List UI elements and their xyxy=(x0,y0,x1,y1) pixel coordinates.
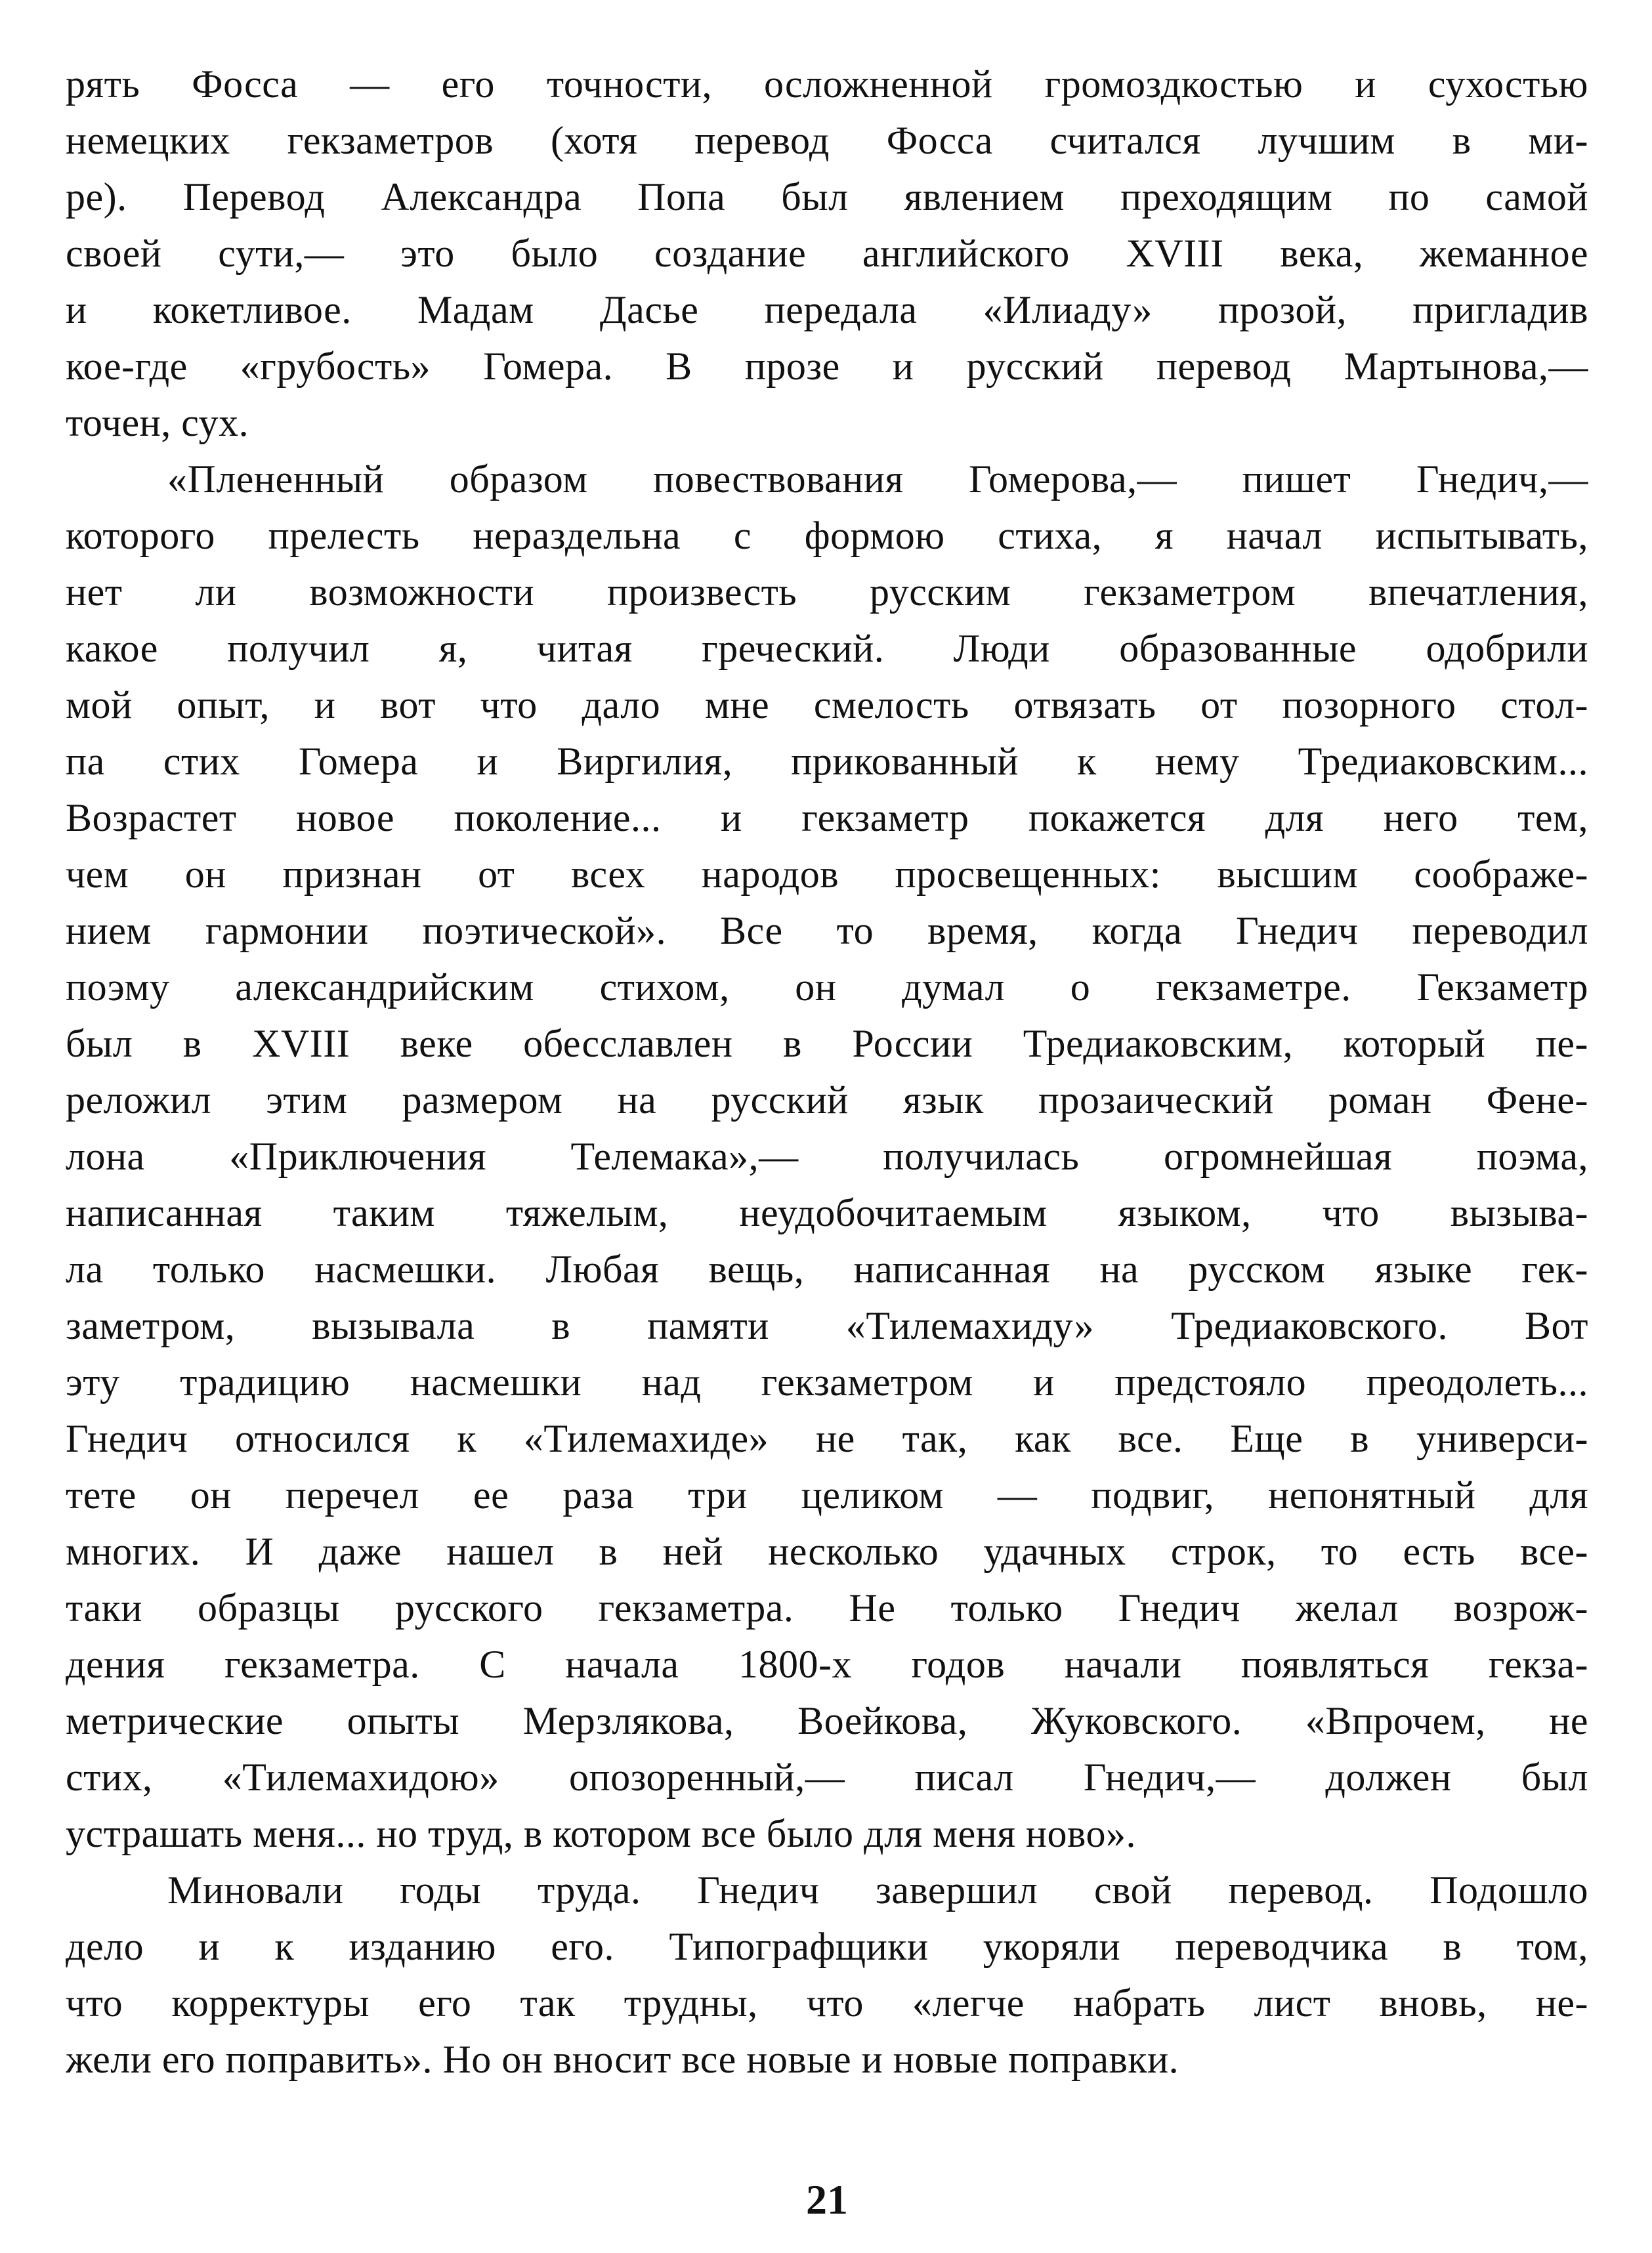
text-line: чем он признан от всех народов просвещенных: высшим соображе- xyxy=(66,853,1588,896)
text-line: своей сути,— это было создание английского XVIII века, жеманное xyxy=(66,232,1588,275)
book-page xyxy=(66,56,1588,2221)
paragraph xyxy=(66,451,1588,1862)
text-line: был в XVIII веке обесславлен в России Тредиаковским, который пе- xyxy=(66,1022,1588,1065)
page-number: 21 xyxy=(806,2176,848,2223)
text-line: Миновали годы труда. Гнедич завершил свой перевод. Подошло xyxy=(167,1868,1588,1912)
text-line: лона «Приключения Телемака»,— получилась огромнейшая поэма, xyxy=(66,1135,1588,1178)
text-line: дения гекзаметра. С начала 1800-х годов начали появляться гекза- xyxy=(66,1643,1588,1686)
text-line: заметром, вызывала в памяти «Тилемахиду» Тредиаковского. Вот xyxy=(66,1304,1588,1347)
text-line: па стих Гомера и Виргилия, прикованный к нему Тредиаковским... xyxy=(66,740,1588,783)
text-line: реложил этим размером на русский язык прозаический роман Фене- xyxy=(66,1078,1588,1122)
text-line: кое-где «грубость» Гомера. В прозе и русский перевод Мартынова,— xyxy=(66,345,1588,388)
text-line: многих. И даже нашел в ней несколько удачных строк, то есть все- xyxy=(66,1530,1588,1573)
text-line: немецких гекзаметров (хотя перевод Фосса считался лучшим в ми- xyxy=(66,119,1588,162)
text-line: дело и к изданию его. Типографщики укоряли переводчика в том, xyxy=(66,1925,1588,1968)
text-line: ре). Перевод Александра Попа был явлением преходящим по самой xyxy=(66,175,1588,219)
text-line: эту традицию насмешки над гекзаметром и предстояло преодолеть... xyxy=(66,1360,1588,1404)
text-line: и кокетливое. Мадам Дасье передала «Илиаду» прозой, пригладив xyxy=(66,288,1588,331)
paragraph xyxy=(66,56,1588,451)
text-line: тете он перечел ее раза три целиком — подвиг, непонятный для xyxy=(66,1473,1588,1517)
text-line: точен, сух. xyxy=(66,401,249,444)
text-line: какое получил я, читая греческий. Люди образованные одобрили xyxy=(66,627,1588,670)
text-line: Гнедич относился к «Тилемахиде» не так, как все. Еще в универси- xyxy=(66,1417,1588,1460)
text-line: что корректуры его так трудны, что «легче набрать лист вновь, не- xyxy=(66,1981,1588,2025)
text-line: мой опыт, и вот что дало мне смелость отвязать от позорного стол- xyxy=(66,683,1588,726)
text-line: устрашать меня... но труд, в котором все было для меня ново». xyxy=(66,1812,1136,1855)
text-line: нием гармонии поэтической». Все то время, когда Гнедич переводил xyxy=(66,909,1588,952)
text-line: «Плененный образом повествования Гомерова,— пишет Гнедич,— xyxy=(167,457,1588,501)
body-text xyxy=(66,56,1588,2088)
text-line: стих, «Тилемахидою» опозоренный,— писал Гнедич,— должен был xyxy=(66,1756,1588,1799)
text-line: жели его поправить». Но он вносит все новые и новые поправки. xyxy=(66,2038,1179,2081)
text-line: поэму александрийским стихом, он думал о гекзаметре. Гекзаметр xyxy=(66,965,1588,1009)
paragraph xyxy=(66,1862,1588,2088)
text-line: метрические опыты Мерзлякова, Воейкова, Жуковского. «Впрочем, не xyxy=(66,1699,1588,1742)
text-line: таки образцы русского гекзаметра. Не только Гнедич желал возрож- xyxy=(66,1586,1588,1630)
text-line: нет ли возможности произвесть русским гекзаметром впечатления, xyxy=(66,570,1588,614)
text-line: рять Фосса — его точности, осложненной громоздкостью и сухостью xyxy=(66,62,1588,106)
text-line: которого прелесть нераздельна с формою стиха, я начал испытывать, xyxy=(66,514,1588,557)
text-line: ла только насмешки. Любая вещь, написанная на русском языке гек- xyxy=(66,1248,1588,1291)
text-line: Возрастет новое поколение... и гекзаметр покажется для него тем, xyxy=(66,796,1588,839)
text-line: написанная таким тяжелым, неудобочитаемым языком, что вызыва- xyxy=(66,1191,1588,1234)
